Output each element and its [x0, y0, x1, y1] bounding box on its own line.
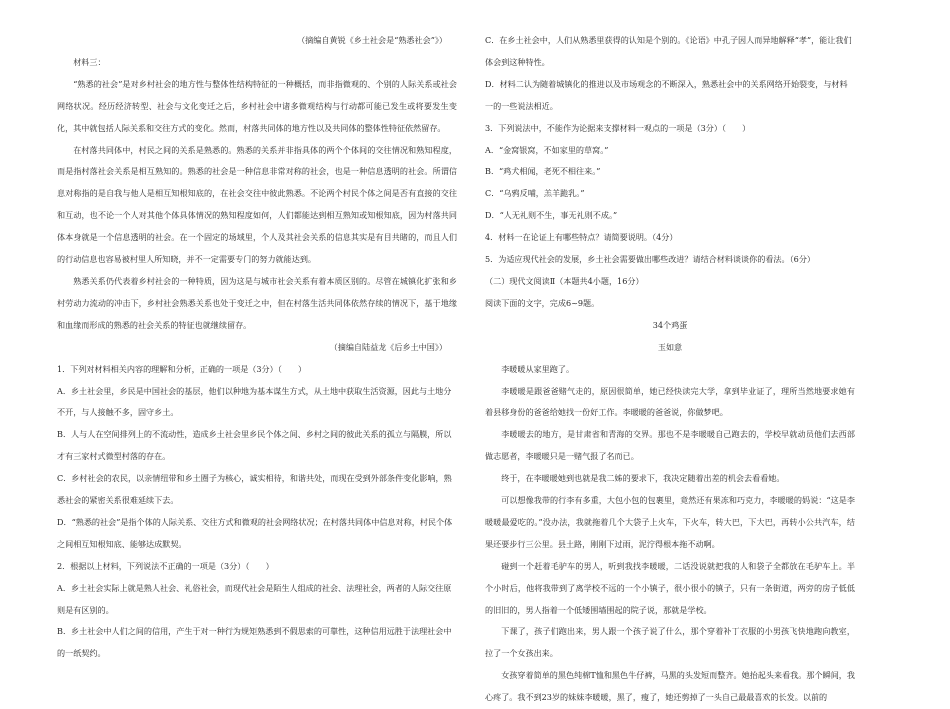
question-3-option-c: C．“乌鸦反哺，羔羊跪乳。”	[485, 188, 585, 199]
story-title: 34个鸡蛋	[652, 319, 688, 330]
story-paragraph-2: 李暖暖是跟爸爸赌气走的，原因很简单，她已经快读完大学，拿到毕业证了，理所当然地要求她有着县移身份的爸爸给她找一份好工作。李暖暖的爸爸说，你做梦吧。	[485, 385, 855, 418]
material-3-paragraph-1: “熟悉的社会”是对乡村社会的地方性与整体性结构特征的一种概括，而非指微观的、个别的人际关系或社会网络状况。经历经济转型、社会与文化变迁之后，乡村社会中诸多微观结构与行动都可能已发生或将要发生变化，其中就包括人际关系和交往方式的变化。然而，村落共同体的地方性以及共同体的整体性特征依然留存。	[57, 78, 457, 133]
question-1-option-b: B．人与人在空间排列上的不流动性，造成乡土社会里乡民个体之间、乡村之间的彼此关系的孤立与隔膜，所以才有三家村式微型村落的存在。	[57, 429, 452, 462]
question-2-option-c: C．在乡土社会中，人们从熟悉里获得的认知是个别的。《论语》中孔子因人而异地解释“孝”，能让我们体会到这种特性。	[485, 35, 852, 67]
right-column	[485, 30, 855, 709]
question-3-option-d: D．“人无礼则不生，事无礼则不成。”	[485, 210, 618, 221]
story-paragraph-1: 李暖暖从家里跑了。	[501, 363, 575, 374]
story-author: 玉如意	[657, 341, 683, 352]
question-2-option-a: A．乡土社会实际上就是熟人社会、礼俗社会，而现代社会是陌生人组成的社会、法理社会，两者的人际交往原则是有区别的。	[57, 582, 452, 615]
source-citation-2: （摘编自陆益龙《后乡土中国》）	[329, 341, 447, 352]
question-1-stem: 1．下列对材料相关内容的理解和分析，正确的一项是（3分）（ ）	[57, 363, 307, 374]
section-heading: （二）现代文阅读Ⅱ（本题共4小题，16分）	[485, 275, 644, 286]
story-paragraph-3: 李暖暖去的地方，是甘肃省和青海的交界。那也不是李暖暖自己跑去的，学校早就动员他们去西部做志愿者，李暖暖只是一赌气报了名而已。	[485, 429, 855, 462]
left-column	[57, 30, 457, 665]
story-paragraph-6: 碰到一个赶着毛驴车的男人，听到我找李暖暖，二话没说就把我的人和袋子全都放在毛驴车上。半个小时后，他将我带到了离学校不远的一个小镇子，很小很小的镇子，只有一条街道，两旁的房子低低的旧旧的，男人指着一个低矮围墙围起的院子说，那就是学校。	[485, 560, 855, 615]
question-1-option-d: D．“熟悉的社会”是指个体的人际关系、交往方式和微观的社会网络状况；在村落共同体中信息对称，村民个体之间相互知根知底、能够达成默契。	[57, 516, 453, 549]
question-3-option-a: A．“金窝银窝，不如家里的草窝。”	[485, 144, 609, 155]
material-3-label: 材料三：	[73, 56, 106, 67]
story-paragraph-4: 终于，在李暖暖她到也就是我二姊的要求下，我决定随着出差的机会去看看她。	[501, 473, 785, 484]
question-3-option-b: B．“鸡犬相闻，老死不相往来。”	[485, 166, 601, 177]
story-paragraph-7: 下课了，孩子们跑出来，男人跟一个孩子说了什么，那个穿着补丁衣服的小男孩飞快地跑向教室，拉了一个女孩出来。	[485, 626, 855, 659]
story-paragraph-8: 女孩穿着简单的黑色纯棉T恤和黑色牛仔裤，马黑的头发短而整齐。她抬起头来看我。那个瞬间，我心疼了。我不到23岁的妹妹李暖暖，黑了，瘦了，她还剪掉了一头自己最最喜欢的长发。以前的	[485, 670, 855, 703]
question-2-option-b: B．乡土社会中人们之间的信用，产生于对一种行为规矩熟悉到不假思索的可靠性，这种信用远胜于法理社会中的一纸契约。	[57, 626, 452, 659]
question-2-option-d: D．材料二认为随着城镇化的推进以及市场观念的不断深入，熟悉社会中的关系网络开始裂变，与材料一的一些说法相近。	[485, 78, 848, 111]
question-5: 5．为适应现代社会的发展，乡土社会需要做出哪些改进？请结合材料谈谈你的看法。（6分）	[485, 254, 816, 265]
material-3-paragraph-2: 在村落共同体中，村民之间的关系是熟悉的。熟悉的关系并非指具体的两个个体间的交往情况和熟知程度，而是指村落社会关系是相互熟知的。熟悉的社会是一种信息非常对称的社会，也是一种信息透明的社会。所谓信息对称指的是自我与他人是相互知根知底的，在社会交往中彼此熟悉。不论两个村民个体之间是否有直接的交往和互动，也不论一个人对其他个体具体情况的熟知程度如何，人们都能达到相互熟知或知根知底，因为村落共同体本身就是一个信息透明的社会。在一个固定的场域里，个人及其社会关系的信息其实是有目共睹的，而且人们的行动信息也容易被村里人所知晓，并不一定需要专门的努力就能达到。	[57, 144, 457, 265]
question-1-option-a: A．乡土社会里，乡民是中国社会的基层，他们以种地为基本谋生方式，从土地中获取生活资源，因此与土地分不开，与人接触不多，固守乡土。	[57, 385, 452, 418]
material-3-paragraph-3: 熟悉关系仍代表着乡村社会的一种特质，因为这是与城市社会关系有着本质区别的。尽管在城镇化扩张和乡村劳动力流动的冲击下，乡村社会熟悉关系也处于变迁之中，但在村落生活共同体依然存续的情况下，基于地缘和血缘而形成的熟悉的社会关系的特征也就继续留存。	[57, 275, 457, 330]
story-paragraph-5: 可以想像我带的行李有多重，大包小包的包裹里，竟然还有果冻和巧克力，李暖暖的妈说：“这是李暖暖最爱吃的。”没办法，我就拖着几个大袋子上火车，下火车，转大巴，下大巴，再转小公共汽车，结果还要步行三公里。县土路，刚刚下过雨，泥泞得根本拖不动啊。	[485, 495, 855, 549]
source-citation-1: （摘编自黄锐《乡土社会是“熟悉社会”》）	[297, 35, 447, 45]
reading-instruction: 阅读下面的文字，完成6~9题。	[485, 297, 600, 308]
question-4: 4．材料一在论证上有哪些特点？请简要说明。（4分）	[485, 232, 678, 243]
question-1-option-c: C．乡村社会的农民，以亲情纽带和乡土圈子为核心，诚实相待，和谐共处，而现在受到外部条件变化影响，熟悉社会的紧密关系很难延续下去。	[57, 473, 452, 506]
question-2-stem: 2．根据以上材料，下列说法不正确的一项是（3分）（ ）	[57, 560, 274, 571]
question-3-stem: 3．下列说法中，不能作为论据来支撑材料一观点的一项是（3分）（ ）	[485, 122, 751, 133]
